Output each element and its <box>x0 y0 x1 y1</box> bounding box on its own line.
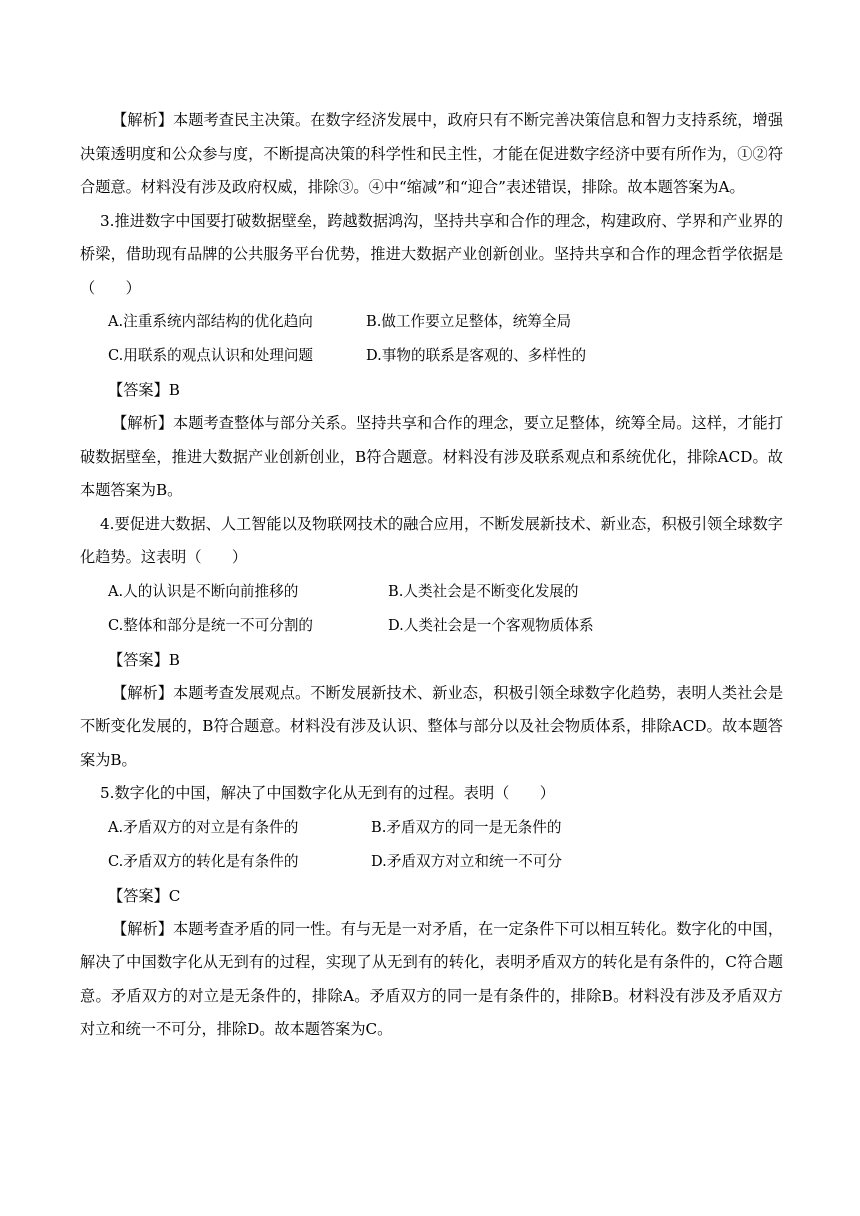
q4-option-c: C.整体和部分是统一不可分割的 <box>108 616 314 634</box>
q3-option-c: C.用联系的观点认识和处理问题 <box>108 347 314 364</box>
q3-stem: 3.推进数字中国要打破数据壁垒，跨越数据鸿沟，坚持共享和合作的理念，构建政府、学界和产业界的桥梁，借助现有品牌的公共服务平台优势，推进大数据产业创新创业。坚持共享和合作的理念哲学依据是（ ） <box>80 211 783 297</box>
q5-options-row-1 <box>80 811 783 845</box>
q5-option-a: A.矛盾双方的对立是有条件的 <box>108 818 299 836</box>
question-content <box>80 104 783 1047</box>
q4-option-b: B.人类社会是不断变化发展的 <box>388 582 579 600</box>
q4-stem: 4.要促进大数据、人工智能以及物联网技术的融合应用，不断发展新技术、新业态，积极引领全球数字化趋势。这表明（ ） <box>80 514 783 566</box>
q4-answer: 【答案】B <box>108 650 180 669</box>
q5-analysis: 【解析】本题考查矛盾的同一性。有与无是一对矛盾，在一定条件下可以相互转化。数字化的中国，解决了中国数字化从无到有的过程，实现了从无到有的转化，表明矛盾双方的转化是有条件的，C符合题意。矛盾双方的对立是无条件的，排除A。矛盾双方的同一是有条件的，排除B。材料没有涉及矛盾双方对立和统一不可分，排除D。故本题答案为C。 <box>80 919 783 1038</box>
q5-option-d: D.矛盾双方对立和统一不可分 <box>371 852 562 870</box>
q4-analysis: 【解析】本题考查发展观点。不断发展新技术、新业态，积极引领全球数字化趋势，表明人类社会是不断变化发展的，B符合题意。材料没有涉及认识、整体与部分以及社会物质体系，排除ACD。故本题答案为B。 <box>80 683 783 769</box>
q3-option-d: D.事物的联系是客观的、多样性的 <box>366 347 587 364</box>
q5-stem: 5.数字化的中国，解决了中国数字化从无到有的过程。表明（ ） <box>100 784 555 802</box>
q4-option-d: D.人类社会是一个客观物质体系 <box>388 616 594 634</box>
q3-analysis: 【解析】本题考查整体与部分关系。坚持共享和合作的理念，要立足整体，统筹全局。这样，才能打破数据壁垒，推进大数据产业创新创业，B符合题意。材料没有涉及联系观点和系统优化，排除ACD。故本题答案为B。 <box>80 414 783 499</box>
q2-analysis: 【解析】本题考查民主决策。在数字经济发展中，政府只有不断完善决策信息和智力支持系统，增强决策透明度和公众参与度，不断提高决策的科学性和民主性，才能在促进数字经济中要有所作为，①②符合题意。材料没有涉及政府权威，排除③。④中“缩减”和“迎合”表述错误，排除。故本题答案为A。 <box>80 111 783 196</box>
q3-answer: 【答案】B <box>108 381 180 399</box>
q4-options-row-2 <box>80 609 783 643</box>
q5-answer: 【答案】C <box>108 886 181 905</box>
q5-options-row-2 <box>80 845 783 879</box>
q4-options-row-1 <box>80 575 783 609</box>
q3-option-a: A.注重系统内部结构的优化趋向 <box>108 313 313 330</box>
q3-options-row-2 <box>80 339 783 373</box>
q5-option-b: B.矛盾双方的同一是无条件的 <box>371 818 562 836</box>
q4-option-a: A.人的认识是不断向前推移的 <box>108 582 299 600</box>
q5-option-c: C.矛盾双方的转化是有条件的 <box>108 852 299 870</box>
q3-options-row-1 <box>80 305 783 339</box>
q3-option-b: B.做工作要立足整体，统筹全局 <box>366 313 572 330</box>
